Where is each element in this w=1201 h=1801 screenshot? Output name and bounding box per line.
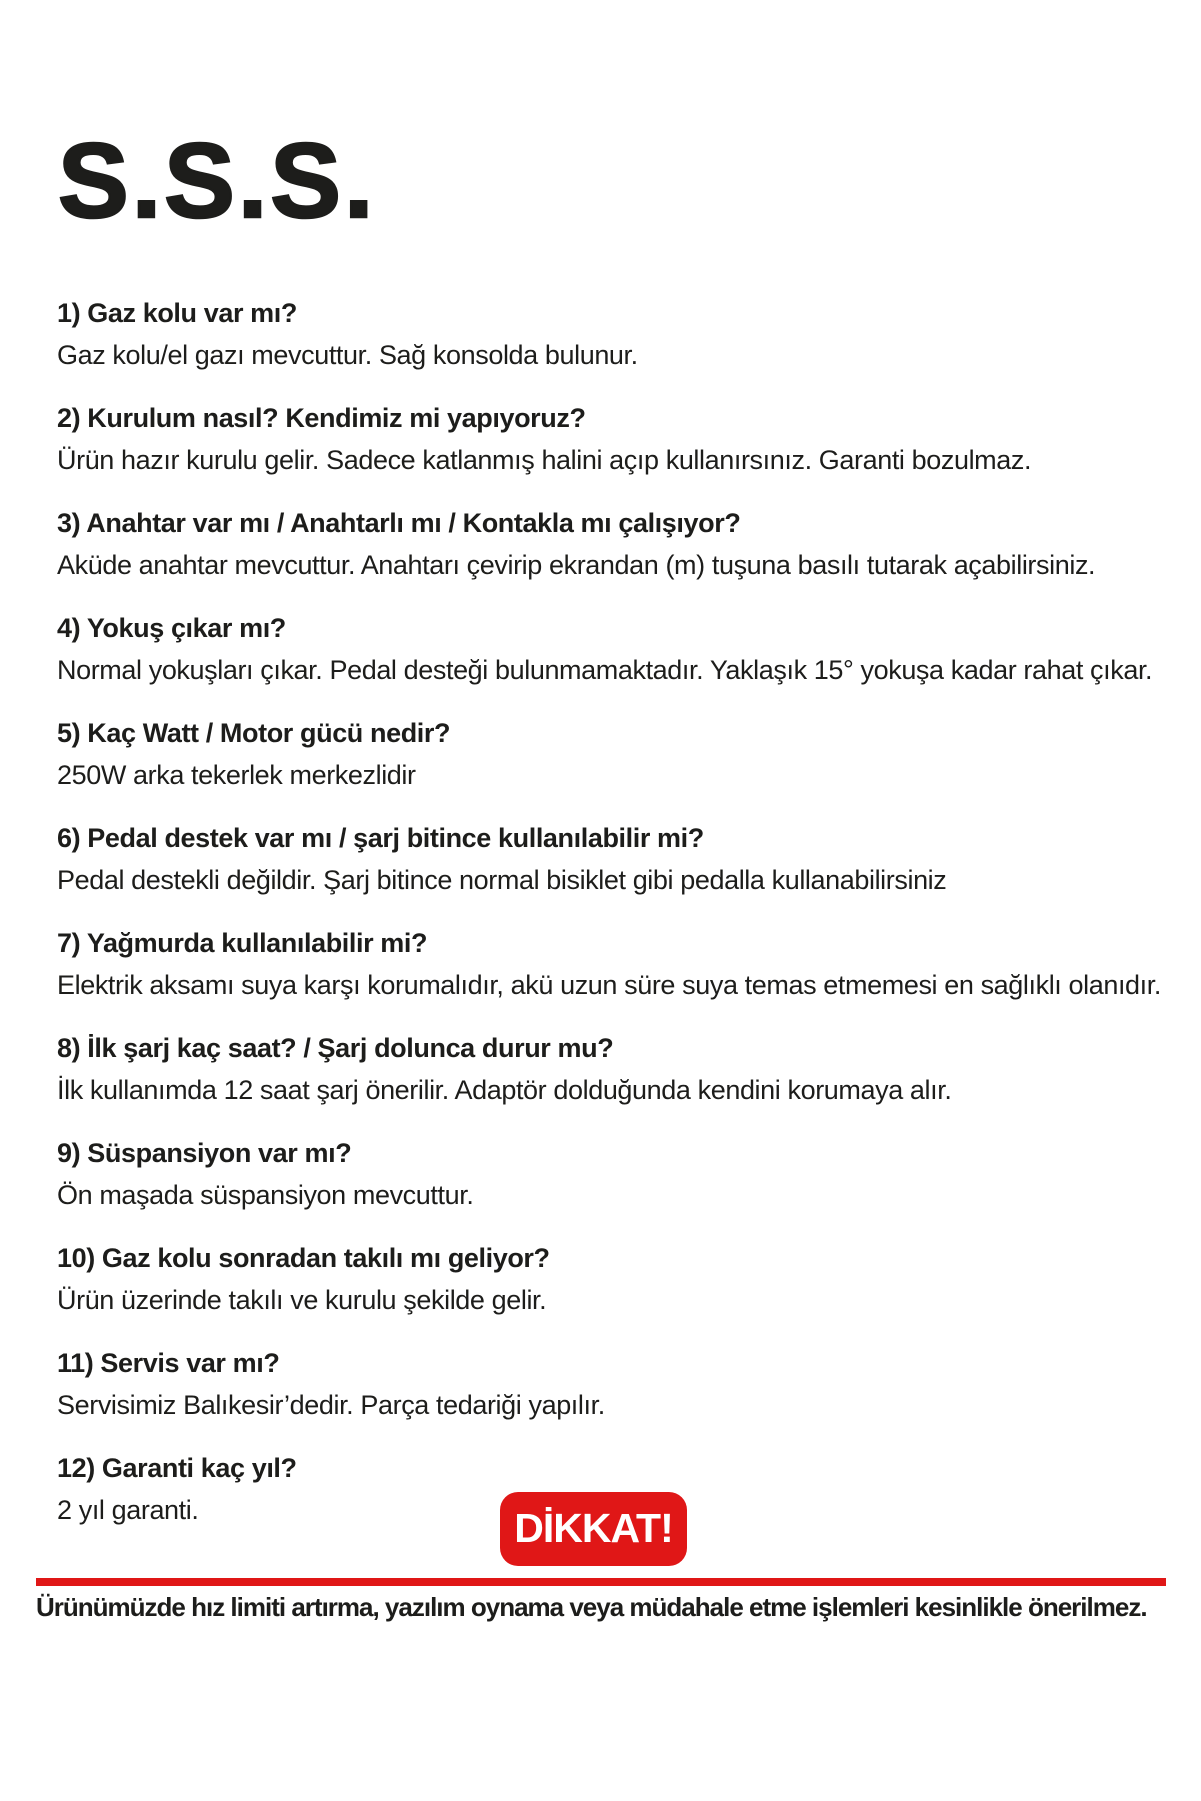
faq-question: 2) Kurulum nasıl? Kendimiz mi yapıyoruz? <box>57 403 586 433</box>
faq-answer: Ürün üzerinde takılı ve kurulu şekilde gelir. <box>57 1285 547 1315</box>
faq-item <box>57 1031 1169 1107</box>
faq-item <box>57 506 1169 582</box>
warning-divider <box>36 1578 1166 1586</box>
faq-question: 11) Servis var mı? <box>57 1348 280 1378</box>
faq-item <box>57 296 1169 372</box>
faq-question: 3) Anahtar var mı / Anahtarlı mı / Kontakla mı çalışıyor? <box>57 508 741 538</box>
attention-badge-label: DİKKAT! <box>514 1504 673 1551</box>
faq-answer: 2 yıl garanti. <box>57 1495 199 1525</box>
faq-answer: Ön maşada süspansiyon mevcuttur. <box>57 1180 474 1210</box>
faq-question: 12) Garanti kaç yıl? <box>57 1453 297 1483</box>
faq-item <box>57 1346 1169 1422</box>
faq-item <box>57 821 1169 897</box>
faq-question: 10) Gaz kolu sonradan takılı mı geliyor? <box>57 1243 550 1273</box>
warning-text: Ürünümüzde hız limiti artırma, yazılım oynama veya müdahale etme işlemleri kesinlikle önerilmez. <box>36 1592 1147 1622</box>
faq-question: 4) Yokuş çıkar mı? <box>57 613 286 643</box>
faq-answer: İlk kullanımda 12 saat şarj önerilir. Adaptör dolduğunda kendini korumaya alır. <box>57 1075 952 1105</box>
faq-answer: Ürün hazır kurulu gelir. Sadece katlanmış halini açıp kullanırsınız. Garanti bozulmaz. <box>57 445 1032 475</box>
faq-answer: Elektrik aksamı suya karşı korumalıdır, akü uzun süre suya temas etmemesi en sağlıklı olanıdır. <box>57 970 1161 1000</box>
faq-answer: 250W arka tekerlek merkezlidir <box>57 760 416 790</box>
faq-question: 1) Gaz kolu var mı? <box>57 298 297 328</box>
faq-question: 8) İlk şarj kaç saat? / Şarj dolunca durur mu? <box>57 1033 614 1063</box>
faq-item <box>57 1241 1169 1317</box>
faq-question: 6) Pedal destek var mı / şarj bitince kullanılabilir mi? <box>57 823 704 853</box>
faq-item <box>57 1136 1169 1212</box>
attention-badge <box>500 1492 687 1566</box>
faq-answer: Pedal destekli değildir. Şarj bitince normal bisiklet gibi pedalla kullanabilirsiniz <box>57 865 947 895</box>
faq-answer: Gaz kolu/el gazı mevcuttur. Sağ konsolda bulunur. <box>57 340 638 370</box>
faq-answer: Aküde anahtar mevcuttur. Anahtarı çevirip ekrandan (m) tuşuna basılı tutarak açabilirsiniz. <box>57 550 1096 580</box>
faq-list <box>57 296 1169 1556</box>
faq-item <box>57 716 1169 792</box>
faq-question: 7) Yağmurda kullanılabilir mi? <box>57 928 428 958</box>
faq-item <box>57 926 1169 1002</box>
page-title: S.S.S. <box>58 122 377 240</box>
faq-item <box>57 401 1169 477</box>
faq-answer: Normal yokuşları çıkar. Pedal desteği bulunmamaktadır. Yaklaşık 15° yokuşa kadar rahat çıkar. <box>57 655 1153 685</box>
faq-question: 9) Süspansiyon var mı? <box>57 1138 352 1168</box>
faq-question: 5) Kaç Watt / Motor gücü nedir? <box>57 718 451 748</box>
faq-item <box>57 611 1169 687</box>
faq-answer: Servisimiz Balıkesir’dedir. Parça tedariği yapılır. <box>57 1390 605 1420</box>
